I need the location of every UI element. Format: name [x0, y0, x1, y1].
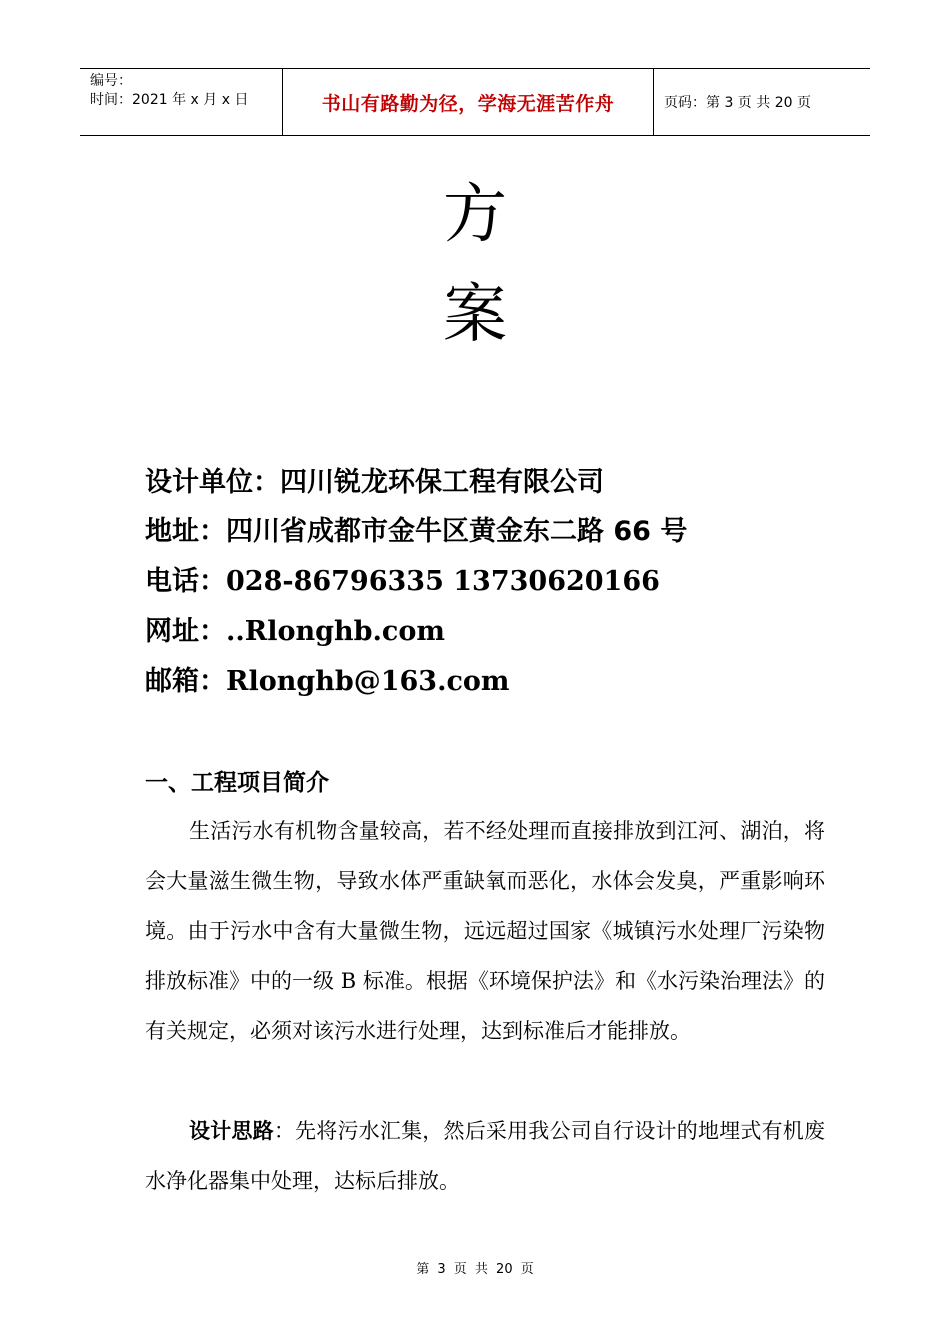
header-meta	[80, 69, 282, 135]
header-motto: 书山有路勤为径，学海无涯苦作舟	[282, 69, 654, 135]
title-char-1: 方	[443, 178, 507, 252]
phone-value: 028-86796335 13730620166	[226, 566, 660, 597]
design-unit-value: 四川锐龙环保工程有限公司	[280, 467, 604, 498]
website-line	[145, 616, 445, 648]
address-label: 地址：	[145, 516, 226, 547]
design-unit-label: 设计单位：	[145, 467, 280, 498]
website-value: ..Rlonghb.com	[226, 616, 445, 647]
design-approach-paragraph	[145, 1106, 825, 1206]
section-title: 一、工程项目简介	[145, 770, 329, 796]
design-approach-text: ：先将污水汇集，然后采用我公司自行设计的地埋式有机废水净化器集中处理，达标后排放。	[145, 1119, 825, 1193]
address-value: 四川省成都市金牛区黄金东二路 66 号	[226, 516, 688, 547]
number-label: 编号：	[90, 73, 132, 89]
intro-paragraph: 生活污水有机物含量较高，若不经处理而直接排放到江河、湖泊，将会大量滋生微生物，导致水体严重缺氧而恶化，水体会发臭，严重影响环境。由于污水中含有大量微生物，远远超过国家《城镇污水处理厂污染物排放标准》中的一级 B 标准。根据《环境保护法》和《水污染治理法》的有关规定，必须对该污水进行处理，达到标准后才能排放。	[145, 819, 825, 1043]
phone-label: 电话：	[145, 566, 226, 597]
page-header	[80, 68, 870, 136]
title-char-2: 案	[443, 278, 507, 352]
phone-line	[145, 566, 660, 598]
time-label: 时间：2021 年 x 月 x 日	[90, 92, 249, 108]
address-line	[145, 516, 687, 548]
page-footer: 第 3 页 共 20 页	[416, 1262, 534, 1277]
website-label: 网址：	[145, 616, 226, 647]
header-page-info: 页码：第 3 页 共 20 页	[664, 95, 811, 111]
email-label: 邮箱：	[145, 666, 226, 697]
email-line	[145, 666, 510, 698]
design-unit-line	[145, 467, 604, 499]
design-approach-label: 设计思路	[189, 1119, 274, 1143]
email-value: Rlonghb@163.com	[226, 666, 510, 697]
